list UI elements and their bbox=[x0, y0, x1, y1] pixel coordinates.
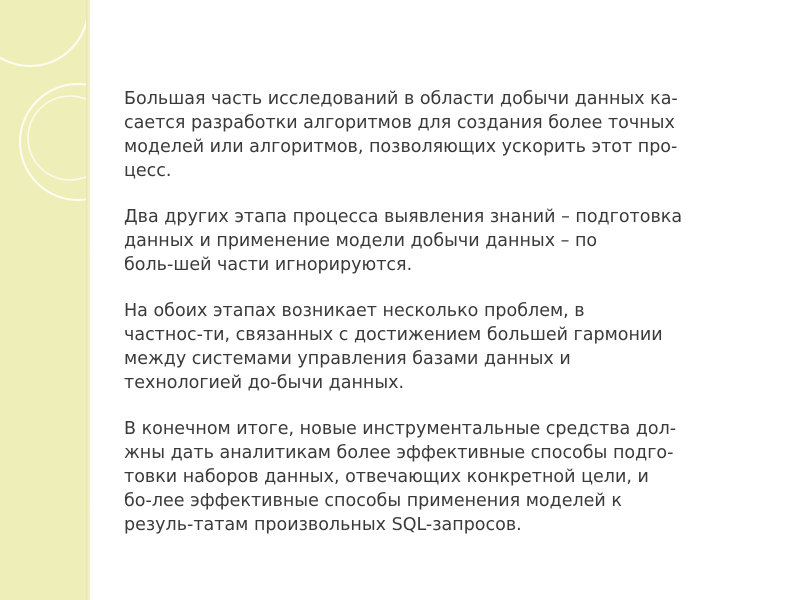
paragraph-line: резуль-татам произвольных SQL-запросов. bbox=[124, 515, 522, 535]
paragraph-line: Большая часть исследований в области добычи данных ка- bbox=[124, 89, 678, 109]
paragraph-line: данных и применение модели добычи данных – по bbox=[124, 231, 598, 251]
paragraph-line: Два других этапа процесса выявления знаний – подготовка bbox=[124, 207, 683, 227]
decorative-circle-top bbox=[0, 0, 88, 66]
paragraph-line: бо-лее эффективные способы применения моделей к bbox=[124, 491, 622, 511]
paragraph-line: частнос-ти, связанных с достижением большей гармонии bbox=[124, 325, 663, 345]
paragraph-4 bbox=[124, 417, 764, 537]
paragraph-line: цесс. bbox=[124, 161, 172, 181]
paragraph-3 bbox=[124, 299, 764, 395]
paragraph-line: между системами управления базами данных и bbox=[124, 349, 571, 369]
slide-body bbox=[124, 87, 764, 559]
paragraph-line: моделей или алгоритмов, позволяющих ускорить этот про- bbox=[124, 137, 678, 157]
paragraph-1 bbox=[124, 87, 764, 183]
paragraph-line: сается разработки алгоритмов для создания более точных bbox=[124, 113, 675, 133]
paragraph-line: В конечном итоге, новые инструментальные средства дол- bbox=[124, 419, 677, 439]
paragraph-2 bbox=[124, 205, 764, 277]
decorative-side-band bbox=[0, 0, 90, 600]
decorative-circles bbox=[0, 0, 90, 600]
paragraph-line: жны дать аналитикам более эффективные способы подго- bbox=[124, 443, 674, 463]
paragraph-line: товки наборов данных, отвечающих конкретной цели, и bbox=[124, 467, 649, 487]
paragraph-line: боль-шей части игнорируются. bbox=[124, 255, 413, 275]
decorative-circle-middle-outer bbox=[20, 84, 90, 200]
paragraph-line: технологией до-бычи данных. bbox=[124, 373, 405, 393]
paragraph-line: На обоих этапах возникает несколько проблем, в bbox=[124, 301, 585, 321]
decorative-circle-middle-inner bbox=[28, 96, 90, 180]
